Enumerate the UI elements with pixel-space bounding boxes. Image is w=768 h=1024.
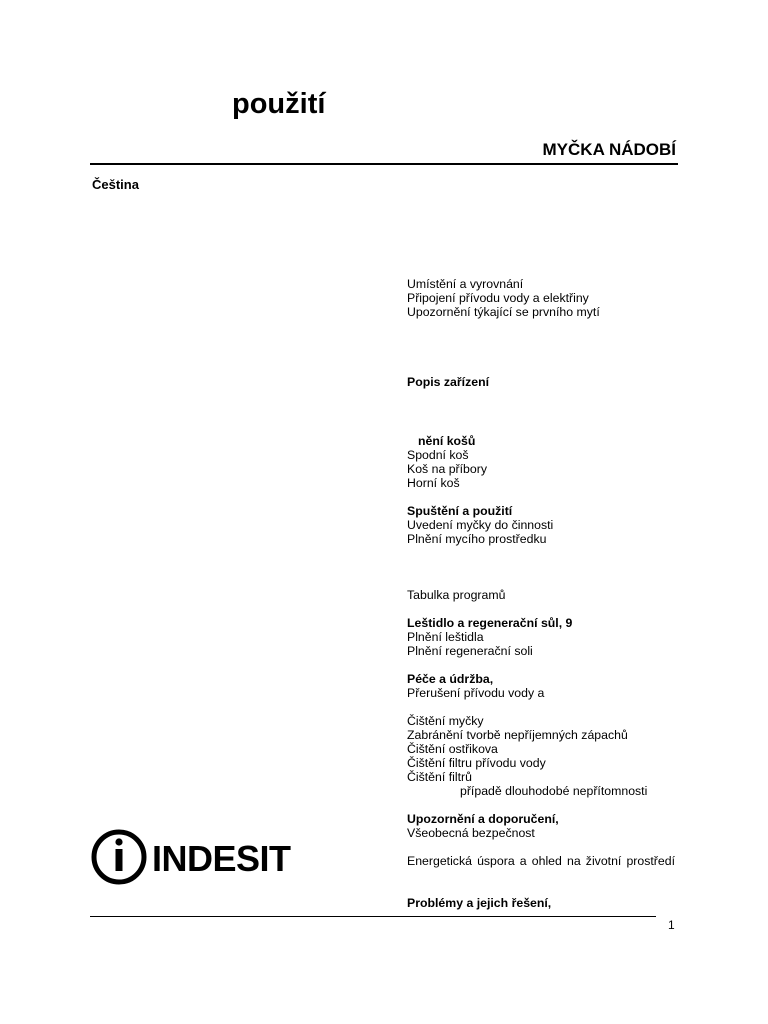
toc-item: Tabulka programů	[407, 588, 506, 602]
toc-heading: Popis zařízení	[407, 375, 490, 389]
toc-description	[407, 375, 675, 389]
toc-item: Plnění regenerační soli	[407, 644, 533, 658]
toc-item: Plnění leštidla	[407, 630, 484, 644]
toc-installation	[407, 277, 675, 319]
toc-troubleshooting	[407, 896, 675, 910]
page-title: použití	[232, 88, 326, 120]
toc-start	[407, 504, 675, 546]
toc-baskets	[407, 434, 675, 490]
indesit-logo	[90, 826, 312, 886]
toc-energy	[407, 854, 675, 868]
toc-item: případě dlouhodobé nepřítomnosti	[460, 784, 648, 798]
toc-item: Přerušení přívodu vody a	[407, 686, 545, 700]
footer-divider	[90, 916, 656, 917]
language-label: Čeština	[92, 177, 139, 192]
toc-item: Energetická úspora a ohled na životní prostředí	[407, 854, 675, 868]
product-name: MYČKA NÁDOBÍ	[542, 140, 676, 159]
indesit-logo-mark	[90, 826, 312, 886]
toc-item: Horní koš	[407, 476, 460, 490]
toc-item: Čištění filtrů	[407, 770, 472, 784]
toc-item: Připojení přívodu vody a elektřiny	[407, 291, 589, 305]
header-divider	[90, 163, 678, 165]
toc-heading: Upozornění a doporučení,	[407, 812, 559, 826]
toc-heading: Péče a údržba,	[407, 672, 494, 686]
page-number: 1	[668, 918, 675, 932]
toc-heading: Leštidlo a regenerační sůl, 9	[407, 616, 573, 630]
toc-rinse	[407, 616, 675, 658]
toc-item: Čištění myčky	[407, 714, 484, 728]
toc-item: Plnění mycího prostředku	[407, 532, 547, 546]
toc-item: Spodní koš	[407, 448, 469, 462]
toc-heading: Spuštění a použití	[407, 504, 513, 518]
toc-item: Umístění a vyrovnání	[407, 277, 524, 291]
toc-item: Uvedení myčky do činnosti	[407, 518, 554, 532]
toc-item: Koš na příbory	[407, 462, 487, 476]
toc-item: Upozornění týkající se prvního mytí	[407, 305, 600, 319]
toc-heading: Problémy a jejich řešení,	[407, 896, 552, 910]
toc-programs	[407, 588, 675, 602]
toc-care	[407, 672, 675, 700]
toc-heading: nění košů	[418, 434, 476, 448]
toc-item: Zabránění tvorbě nepříjemných zápachů	[407, 728, 628, 742]
toc-safety	[407, 812, 675, 840]
toc-item: Čištění ostřikova	[407, 742, 498, 756]
toc-item: Všeobecná bezpečnost	[407, 826, 535, 840]
logo-wordmark: INDESIT	[152, 838, 291, 879]
toc-item: Čištění filtru přívodu vody	[407, 756, 546, 770]
toc-care-cleaning	[407, 714, 675, 798]
